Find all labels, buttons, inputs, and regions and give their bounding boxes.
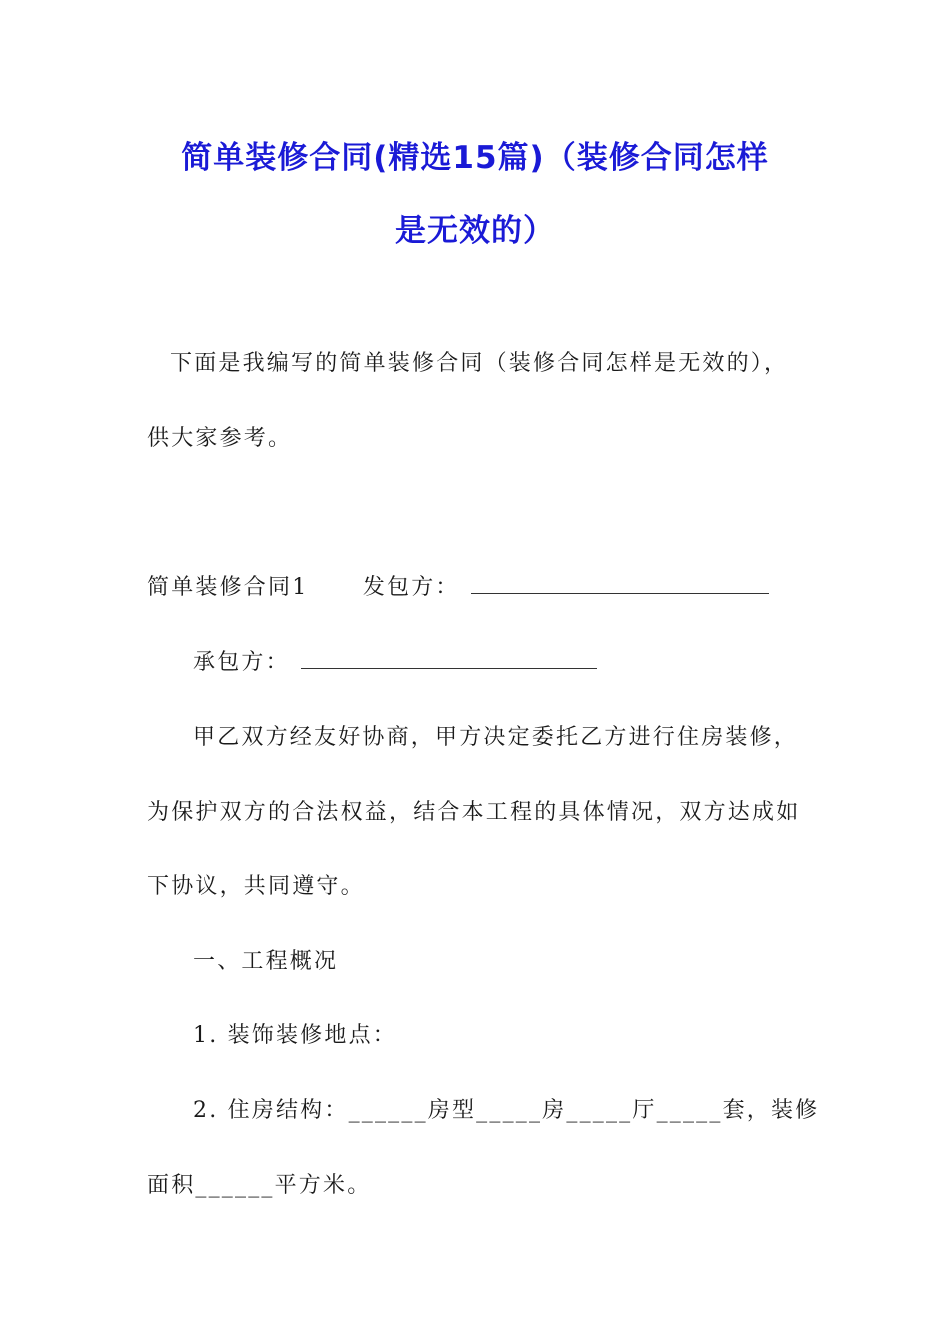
party-b-row (193, 645, 599, 676)
document-title-line-2: 是无效的） (395, 213, 555, 249)
item-1: 1. 装饰装修地点： (193, 1023, 397, 1048)
document-title-line-1: 简单装修合同(精选15篇)（装修合同怎样 (181, 140, 769, 176)
intro-line-1: 下面是我编写的简单装修合同（装修合同怎样是无效的）， (170, 351, 789, 376)
party-b-label: 承包方： (193, 650, 290, 675)
party-a-label: 发包方： (362, 575, 460, 600)
item-2-line-1: 2. 住房结构：______房型_____房_____厅_____套，装修 (193, 1098, 820, 1123)
intro-line-2: 供大家参考。 (147, 426, 293, 451)
paragraph-1-line-2: 为保护双方的合法权益，结合本工程的具体情况，双方达成如 (147, 800, 801, 825)
contract-heading-row (147, 570, 771, 601)
party-b-blank (301, 667, 597, 669)
paragraph-1-line-1: 甲乙双方经友好协商，甲方决定委托乙方进行住房装修， (193, 725, 799, 750)
paragraph-1-line-3: 下协议，共同遵守。 (147, 874, 365, 899)
party-a-blank (471, 592, 769, 594)
section-heading-1: 一、工程概况 (193, 949, 339, 974)
contract-heading: 简单装修合同1 (147, 575, 309, 600)
item-2-line-2: 面积______平方米。 (147, 1173, 372, 1198)
